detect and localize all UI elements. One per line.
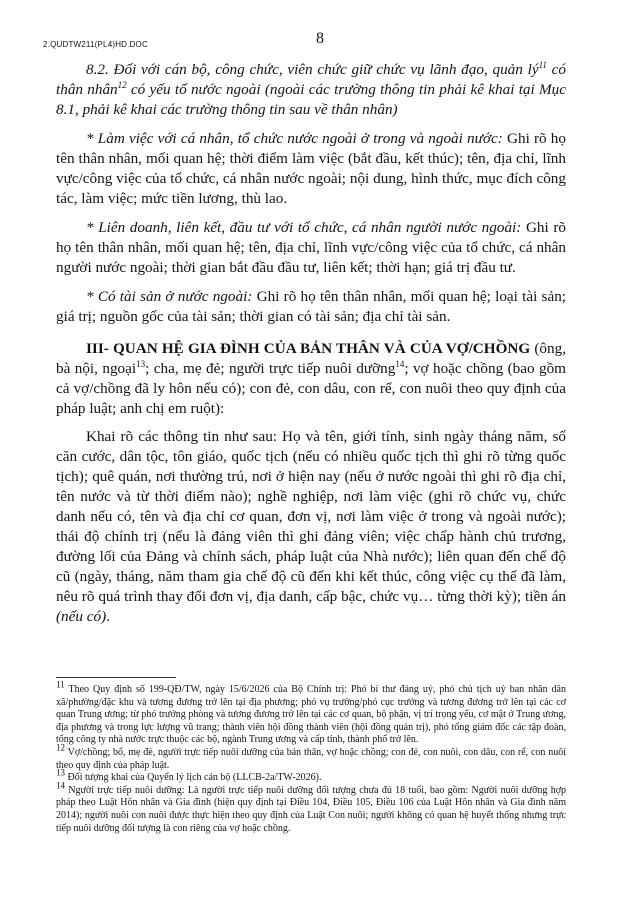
section-8-2-text-b: có thân nhân [56,61,566,98]
section-iii-text-c: ; vợ hoặc chồng (bao gồm cả vợ/chồng đã ly hôn nếu có); con đẻ, con dâu, con rể, con nuôi theo quy định của pháp luật; anh chị em ruột): [56,360,566,417]
footnote-ref-14: 14 [395,358,405,369]
item-foreign-assets-label: * Có tài sản ở nước ngoài: [86,288,253,305]
footnote-12 [56,742,566,772]
file-identifier: 2.QUDTW211(PL4)HD.DOC [43,40,148,49]
declaration-paragraph [56,427,566,627]
footnote-11 [56,679,566,747]
footnote-ref-12: 12 [117,79,127,90]
footnote-number: 11 [56,679,65,690]
section-iii-heading: III- QUAN HỆ GIA ĐÌNH CỦA BẢN THÂN VÀ CỦA VỢ/CHỒNG [86,340,531,357]
section-iii-text-a: (ông, bà nội, ngoại [56,340,566,377]
section-8-2-paragraph [56,60,566,120]
footnotes [56,679,566,835]
page-number: 8 [316,30,324,47]
item-foreign-assets-text: Ghi rõ họ tên thân nhân, mối quan hệ; loại tài sản; giá trị; nguồn gốc của tài sản; thời gian có tài sản; địa chỉ tài sản. [56,288,567,325]
section-iii-paragraph [56,339,566,419]
footnote-text: Đối tượng khai của Quyển lý lịch cán bộ (LLCB-2a/TW-2026). [65,772,322,784]
document-body [56,60,566,636]
footnote-separator [56,677,176,678]
footnote-ref-11: 11 [538,59,547,70]
item-foreign-assets [56,287,566,327]
footnote-text: Người trực tiếp nuôi dưỡng: Là người trực tiếp nuôi dưỡng đối tượng chưa đủ 18 tuổi, bao gồm: Người nuôi dưỡng hợp pháp theo Luật Hôn nhân và Gia đình (hiện quy định tại Điều 104, Điều 105, Điều 106 của Luật Hôn nhân và Gia đình năm 2014); người nuôi con nuôi được thực hiện theo quy định của Luật Con nuôi; người không có quan hệ huyết thống nhưng trực tiếp nuôi dưỡng đối tượng là con riêng của vợ hoặc chồng. [56,784,566,834]
section-iii-text-b: ; cha, mẹ đẻ; người trực tiếp nuôi dưỡng [145,360,396,377]
footnote-13 [56,767,566,785]
footnote-text: Theo Quy định số 199-QĐ/TW, ngày 15/6/2026 của Bộ Chính trị: Phó bí thư đảng uỷ, phó chủ tịch uỷ ban nhân dân xã/phường/đặc khu và tương đương trở lên tại địa phương; phó vụ trưởng/phó cục trưởng và tương đương trở lên tại các cơ quan Trung ương; từ phó trưởng phòng và tương đương trở lên tại các cơ quan, bộ phận, vị trí trọng yếu, cơ mật ở Trung ương, địa phương và trong lực lượng vũ trang; thành viên hội đồng thành viên (hội đồng quản trị), phó tổng giám đốc các tập đoàn, tổng công ty nhà nước trực thuộc các bộ, ngành Trung ương và cấp tỉnh, thành phố trở lên. [56,684,566,746]
footnote-number: 14 [56,780,65,791]
footnote-text: Vợ/chồng; bố, mẹ đẻ, người trực tiếp nuôi dưỡng của bản thân, vợ hoặc chồng; con đẻ, con nuôi, con dâu, con rể, con nuôi theo quy định của pháp luật. [56,746,566,771]
item-foreign-work-label: * Làm việc với cá nhân, tổ chức nước ngoài ở trong và ngoài nước: [86,130,503,147]
declaration-tail: (nếu có) [56,608,107,625]
footnote-number: 13 [56,767,65,778]
item-foreign-work [56,129,566,209]
item-joint-venture-label: * Liên doanh, liên kết, đầu tư với tổ chức, cá nhân người nước ngoài: [86,219,522,236]
declaration-end: . [106,608,110,625]
section-8-2-text-a: 8.2. Đối với cán bộ, công chức, viên chức giữ chức vụ lãnh đạo, quản lý [86,61,539,78]
footnote-number: 12 [56,742,65,753]
footnote-14 [56,780,566,835]
declaration-text: Khai rõ các thông tin như sau: Họ và tên, giới tính, sinh ngày tháng năm, số căn cước, dân tộc, tôn giáo, quốc tịch (nếu có nhiều quốc tịch thì ghi rõ từng quốc tịch); quê quán, nơi thường trú, nơi ở hiện nay (nếu ở nước ngoài thì ghi rõ địa chỉ, tên nước và từ thời điểm nào); nghề nghiệp, nơi làm việc (ghi rõ chức vụ, chức danh nếu có, tên và địa chỉ cơ quan, đơn vị, nơi làm việc ở trong và ngoài nước); thái độ chính trị (nếu là đảng viên thì ghi đảng viên; việc chấp hành chủ trương, đường lối của Đảng và chính sách, pháp luật của Nhà nước); liên quan đến chế độ cũ (ngày, tháng, năm tham gia chế độ cũ đến khi kết thúc, công việc cụ thể đã làm, nêu rõ quá trình thay đổi đơn vị, địa danh, cấp bậc, chức vụ… từng thời kỳ); tiền án [56,428,566,605]
footnote-ref-13: 13 [136,358,146,369]
item-joint-venture [56,218,566,278]
item-foreign-work-text: Ghi rõ họ tên thân nhân, mối quan hệ; thời điểm làm việc (bắt đầu, kết thúc); tên, địa chỉ, lĩnh vực/công việc của tổ chức, cá nhân nước ngoài; nội dung, hình thức, mục đích công tác, làm việc; mức tiền lương, thù lao. [56,130,566,207]
item-joint-venture-text: Ghi rõ họ tên thân nhân, mối quan hệ; tên, địa chỉ, lĩnh vực/công việc của tổ chức, cá nhân người nước ngoài; thời gian bắt đầu đầu tư, liên kết; thời hạn; giá trị đầu tư. [56,219,566,276]
section-8-2-text-c: có yếu tố nước ngoài (ngoài các trường thông tin phải kê khai tại Mục 8.1, phải kê khai các trường thông tin sau về thân nhân) [56,81,566,118]
